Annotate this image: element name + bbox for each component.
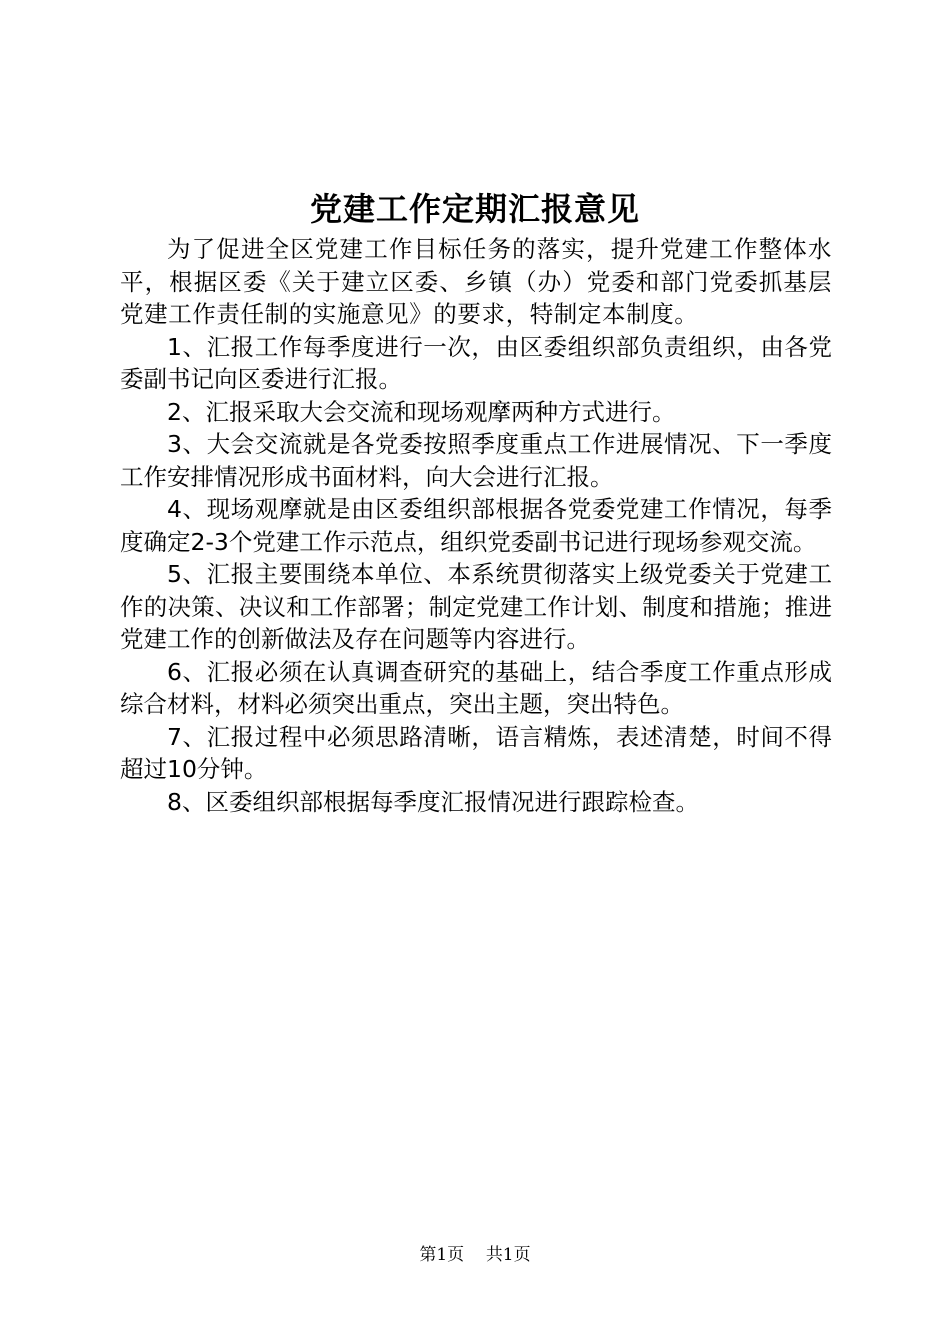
document-body (120, 233, 832, 818)
page-total: 共1页 (485, 1245, 531, 1265)
document-title: 党建工作定期汇报意见 (309, 190, 640, 228)
clause-6-paragraph: 6、汇报必须在认真调查研究的基础上，结合季度工作重点形成综合材料，材料必须突出重点，突出主题，突出特色。 (120, 657, 832, 718)
page-number: 第1页 (419, 1245, 465, 1265)
footer-spacer (470, 1245, 481, 1265)
clause-2-paragraph: 2、汇报采取大会交流和现场观摩两种方式进行。 (167, 397, 676, 426)
intro-paragraph: 为了促进全区党建工作目标任务的落实，提升党建工作整体水平，根据区委《关于建立区委、乡镇（办）党委和部门党委抓基层党建工作责任制的实施意见》的要求，特制定本制度。 (120, 235, 832, 328)
clause-1-paragraph: 1、汇报工作每季度进行一次，由区委组织部负责组织，由各党委副书记向区委进行汇报。 (120, 332, 832, 393)
clause-8-paragraph: 8、区委组织部根据每季度汇报情况进行跟踪检查。 (167, 787, 699, 816)
clause-5-paragraph: 5、汇报主要围绕本单位、本系统贯彻落实上级党委关于党建工作的决策、决议和工作部署；制定党建工作计划、制度和措施；推进党建工作的创新做法及存在问题等内容进行。 (120, 560, 832, 653)
clause-4-paragraph: 4、现场观摩就是由区委组织部根据各党委党建工作情况，每季度确定2-3个党建工作示范点，组织党委副书记进行现场参观交流。 (120, 495, 832, 556)
clause-7-paragraph: 7、汇报过程中必须思路清晰，语言精炼，表述清楚，时间不得超过10分钟。 (120, 722, 832, 783)
clause-3-paragraph: 3、大会交流就是各党委按照季度重点工作进展情况、下一季度工作安排情况形成书面材料，向大会进行汇报。 (120, 430, 832, 491)
page-footer (0, 1243, 950, 1267)
